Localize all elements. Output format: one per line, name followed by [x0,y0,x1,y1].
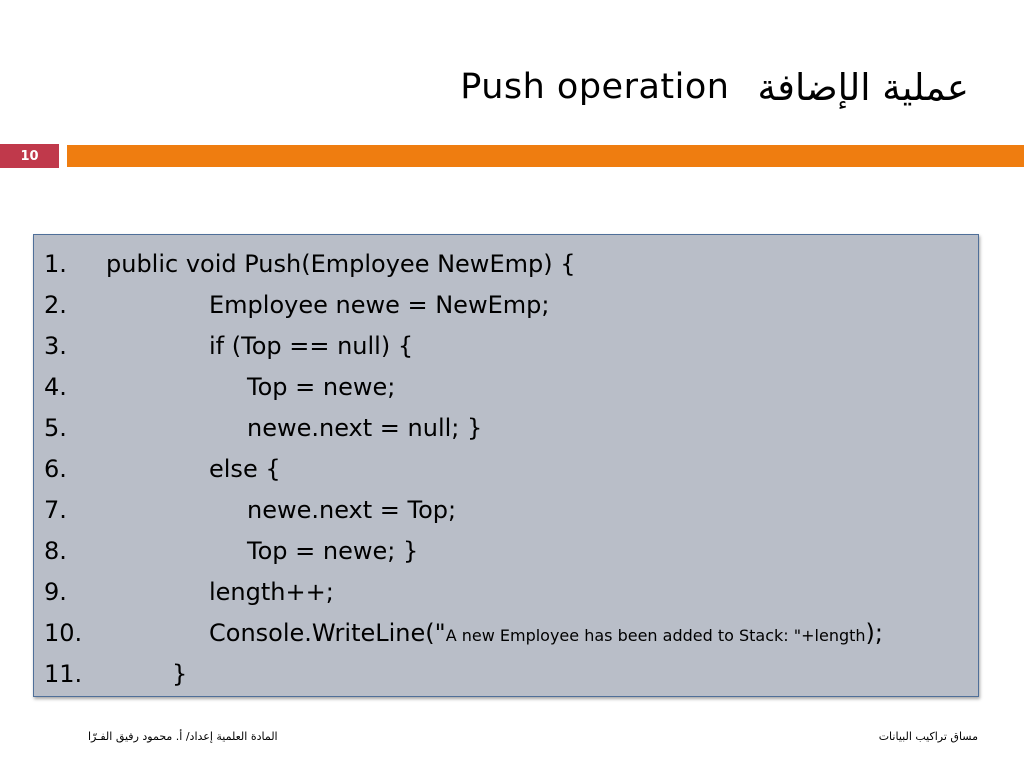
code-text [209,613,883,656]
code-string-literal: A new Employee has been added to Stack: "+length [445,626,866,645]
code-text-end: ); [865,619,883,647]
line-number: 7. [44,496,67,524]
line-number: 8. [44,537,67,565]
code-line [34,490,978,531]
code-text: newe.next = null; } [247,414,483,442]
code-text: length++; [209,578,334,606]
line-number: 10. [44,619,83,647]
code-text: newe.next = Top; [247,496,457,524]
line-number: 2. [44,291,67,319]
code-line [34,654,978,695]
footer-author: المادة العلمية إعداد/ أ. محمود رفيق الفـرّا [88,730,278,743]
code-line [34,613,978,654]
line-number: 9. [44,578,67,606]
code-line [34,285,978,326]
code-text: if (Top == null) { [209,332,414,360]
code-listing [33,234,979,697]
code-line [34,326,978,367]
line-number: 11. [44,660,83,688]
code-text: Top = newe; } [247,537,419,565]
code-line [34,531,978,572]
code-text: public void Push(Employee NewEmp) { [106,250,576,278]
code-text: else { [209,455,281,483]
code-line [34,572,978,613]
line-number: 5. [44,414,67,442]
code-line [34,449,978,490]
line-number: 3. [44,332,67,360]
code-text: Top = newe; [247,373,396,401]
code-text: Employee newe = NewEmp; [209,291,550,319]
slide-number: 10 [0,144,59,168]
title-arabic: عملية الإضافة [757,65,969,109]
slide-title [460,52,969,122]
code-text-start: Console.WriteLine(" [209,619,446,647]
footer-course: مساق تراكيب البيانات [878,730,978,743]
title-english: Push operation [460,67,730,107]
code-line [34,367,978,408]
line-number: 6. [44,455,67,483]
line-number: 4. [44,373,67,401]
code-line [34,408,978,449]
code-text: } [172,660,188,688]
header-accent-bar [67,145,1024,167]
code-line [34,244,978,285]
line-number: 1. [44,250,67,278]
